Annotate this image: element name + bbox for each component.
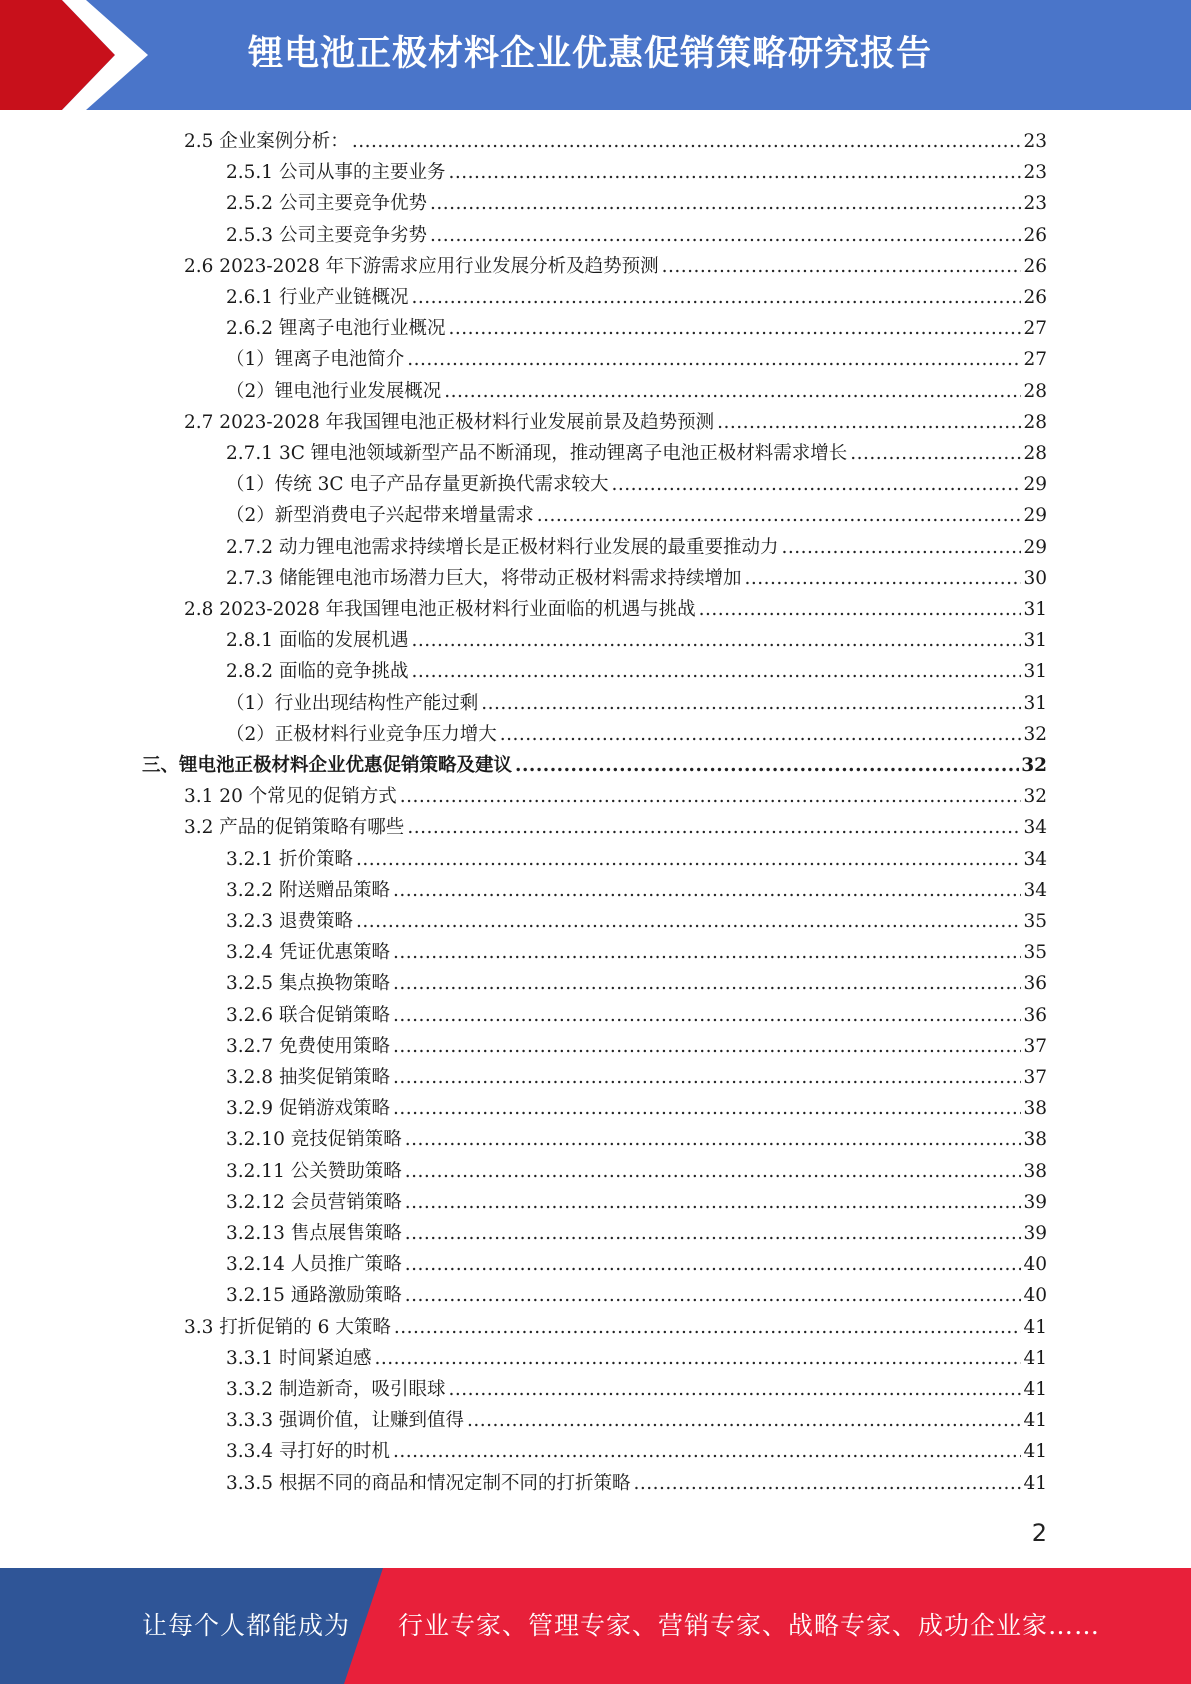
toc-entry-title: 3.3.5 根据不同的商品和情况定制不同的打折策略 [226,1472,631,1494]
toc-dot-leader [405,1127,1022,1153]
toc-entry[interactable] [184,595,1047,623]
toc-entry-title: 3.2.11 公关赞助策略 [226,1160,402,1182]
toc-entry[interactable] [226,657,1047,685]
toc-entry-page: 23 [1023,131,1047,152]
toc-entry-page: 39 [1023,1223,1047,1244]
toc-entry-title: 3.2.15 通路激励策略 [226,1285,402,1307]
toc-entry-title: （1）行业出现结构性产能过剩 [226,692,479,714]
toc-entry-page: 31 [1023,630,1047,652]
toc-entry-title: 2.5.2 公司主要竞争优势 [226,193,427,215]
toc-entry[interactable] [226,845,1047,873]
toc-entry-page: 37 [1023,1067,1047,1088]
toc-dot-leader [393,1439,1021,1465]
toc-entry[interactable] [226,377,1047,405]
toc-entry[interactable] [226,1063,1047,1091]
toc-dot-leader [411,285,1021,311]
header-arrow-decoration [0,0,160,110]
toc-entry[interactable] [142,751,1047,779]
toc-entry[interactable] [226,1032,1047,1060]
toc-entry-title: 2.7.1 3C 锂电池领域新型产品不断涌现，推动锂离子电池正极材料需求增长 [226,443,848,464]
toc-entry-page: 41 [1023,1316,1047,1338]
toc-entry-page: 38 [1023,1129,1047,1151]
toc-entry-title: 3.2 产品的促销策略有哪些 [184,817,405,839]
toc-dot-leader [699,597,1022,623]
toc-dot-leader [393,1096,1021,1122]
toc-dot-leader [356,909,1022,935]
toc-entry-title: 3.2.8 抽奖促销策略 [226,1067,390,1088]
toc-entry-page: 26 [1023,224,1047,246]
toc-entry[interactable] [184,408,1047,436]
toc-entry-page: 41 [1023,1410,1047,1432]
toc-entry-page: 29 [1023,505,1047,527]
toc-entry[interactable] [226,1281,1047,1309]
toc-dot-leader [633,1471,1021,1497]
toc-dot-leader [407,347,1021,373]
toc-dot-leader [393,1065,1021,1091]
toc-entry-title: 2.8.2 面临的竞争挑战 [226,661,409,683]
toc-entry-page: 32 [1023,723,1047,745]
toc-entry-page: 41 [1023,1441,1047,1463]
toc-entry[interactable] [226,1437,1047,1465]
toc-entry-page: 27 [1023,349,1047,371]
toc-entry[interactable] [226,564,1047,592]
toc-entry-title: 3.1 20 个常见的促销方式 [184,786,397,808]
toc-entry-title: （1）锂离子电池简介 [226,349,405,371]
toc-entry[interactable] [226,1250,1047,1278]
toc-entry[interactable] [184,127,1047,155]
toc-entry-title: 2.5 企业案例分析： [184,131,349,152]
toc-dot-leader [717,410,1021,436]
toc-entry[interactable] [226,439,1047,467]
toc-entry[interactable] [226,626,1047,654]
toc-entry-title: （1）传统 3C 电子产品存量更新换代需求较大 [226,474,609,496]
toc-entry[interactable] [226,938,1047,966]
toc-entry-page: 31 [1023,692,1047,714]
toc-entry-title: 3.2.14 人员推广策略 [226,1254,402,1276]
toc-dot-leader [405,1252,1022,1278]
toc-dot-leader [405,1283,1022,1309]
toc-dot-leader [444,379,1021,405]
toc-entry-title: 3.2.3 退费策略 [226,911,353,932]
toc-entry[interactable] [226,283,1047,311]
toc-dot-leader [430,223,1021,249]
toc-entry-page: 34 [1023,817,1047,839]
toc-dot-leader [393,878,1021,904]
toc-entry-title: 2.6 2023-2028 年下游需求应用行业发展分析及趋势预测 [184,255,659,277]
toc-entry-title: 2.7 2023-2028 年我国锂电池正极材料行业发展前景及趋势预测 [184,411,715,433]
toc-entry-page: 30 [1023,567,1047,589]
toc-dot-leader [400,784,1022,810]
toc-entry-title: 3.3.4 寻打好的时机 [226,1441,390,1463]
toc-entry-page: 31 [1023,599,1047,620]
toc-entry-title: 2.6.1 行业产业链概况 [226,287,409,308]
toc-entry-page: 34 [1023,848,1047,870]
toc-entry-page: 26 [1023,287,1047,308]
toc-entry-title: 3.2.7 免费使用策略 [226,1035,390,1057]
toc-entry[interactable] [226,1188,1047,1216]
toc-dot-leader [374,1346,1021,1372]
toc-entry[interactable] [226,158,1047,186]
toc-entry[interactable] [226,1375,1047,1403]
toc-entry-page: 41 [1023,1379,1047,1400]
toc-dot-leader [356,847,1022,873]
toc-entry[interactable] [184,252,1047,280]
toc-entry-title: 3.3 打折促销的 6 大策略 [184,1316,391,1338]
toc-entry-page: 29 [1023,474,1047,496]
toc-entry-title: 2.6.2 锂离子电池行业概况 [226,318,446,340]
toc-entry[interactable] [226,1469,1047,1497]
toc-entry-page: 38 [1023,1098,1047,1120]
toc-entry-page: 23 [1023,193,1047,215]
toc-entry-page: 23 [1023,162,1047,184]
toc-entry[interactable] [226,907,1047,935]
toc-entry[interactable] [184,1313,1047,1341]
toc-entry-title: 2.7.3 储能锂电池市场潜力巨大，将带动正极材料需求持续增加 [226,567,742,589]
toc-entry-page: 32 [1021,755,1047,776]
toc-entry[interactable] [226,876,1047,904]
toc-entry-title: 3.2.13 售点展售策略 [226,1223,402,1244]
toc-entry-title: （2）锂电池行业发展概况 [226,380,442,402]
toc-entry-page: 40 [1023,1285,1047,1307]
toc-entry[interactable] [226,1157,1047,1185]
toc-entry[interactable] [226,533,1047,561]
toc-entry[interactable] [226,314,1047,342]
toc-entry-page: 27 [1023,318,1047,340]
report-title: 锂电池正极材料企业优惠促销策略研究报告 [247,34,932,74]
toc-entry-title: 3.2.9 促销游戏策略 [226,1098,390,1120]
toc-entry-page: 35 [1023,911,1047,932]
toc-entry-page: 40 [1023,1254,1047,1276]
toc-entry-title: 三、锂电池正极材料企业优惠促销策略及建议 [142,755,513,776]
toc-entry[interactable] [226,720,1047,748]
toc-dot-leader [393,1003,1021,1029]
toc-entry[interactable] [226,501,1047,529]
toc-entry[interactable] [226,221,1047,249]
toc-entry-title: 2.8 2023-2028 年我国锂电池正极材料行业面临的机遇与挑战 [184,599,696,620]
toc-dot-leader [662,254,1022,280]
toc-dot-leader [405,1190,1022,1216]
toc-entry-title: 2.5.3 公司主要竞争劣势 [226,224,427,246]
toc-dot-leader [537,503,1022,529]
toc-entry-title: 3.2.4 凭证优惠策略 [226,942,390,964]
toc-dot-leader [405,1159,1022,1185]
page-number: 2 [1031,1519,1047,1547]
toc-entry-title: 3.2.10 竞技促销策略 [226,1129,402,1151]
toc-entry[interactable] [226,1001,1047,1029]
toc-entry[interactable] [226,1406,1047,1434]
toc-entry-page: 28 [1023,411,1047,433]
footer-slogan-right: 行业专家、管理专家、营销专家、战略专家、成功企业家…… [398,1611,1101,1640]
toc-dot-leader [611,472,1021,498]
toc-dot-leader [394,1315,1022,1341]
toc-entry[interactable] [226,189,1047,217]
toc-entry[interactable] [226,1344,1047,1372]
toc-entry-page: 28 [1023,443,1047,464]
toc-entry[interactable] [226,1125,1047,1153]
toc-entry[interactable] [226,689,1047,717]
toc-entry[interactable] [226,969,1047,997]
toc-dot-leader [393,971,1021,997]
toc-dot-leader [448,1377,1021,1403]
toc-dot-leader [393,1034,1021,1060]
toc-entry[interactable] [184,813,1047,841]
toc-dot-leader [411,659,1021,685]
toc-dot-leader [448,316,1021,342]
toc-dot-leader [352,129,1022,155]
toc-entry-page: 38 [1023,1160,1047,1182]
page-footer [0,1568,1191,1684]
toc-entry[interactable] [184,782,1047,810]
toc-entry-page: 35 [1023,942,1047,964]
toc-entry-title: 3.2.12 会员营销策略 [226,1191,402,1213]
toc-entry[interactable] [226,470,1047,498]
toc-dot-leader [407,815,1021,841]
toc-dot-leader [515,753,1019,779]
toc-dot-leader [405,1221,1022,1247]
toc-dot-leader [411,628,1021,654]
toc-dot-leader [481,691,1021,717]
toc-entry-page: 34 [1023,879,1047,901]
toc-entry-title: 2.8.1 面临的发展机遇 [226,630,409,652]
toc-entry-page: 36 [1023,1004,1047,1026]
toc-entry-title: 3.3.1 时间紧迫感 [226,1347,372,1369]
toc-dot-leader [781,535,1021,561]
toc-dot-leader [393,940,1021,966]
toc-entry-title: 3.2.5 集点换物策略 [226,973,390,995]
toc-entry-title: 3.2.1 折价策略 [226,848,353,870]
toc-entry-page: 41 [1023,1472,1047,1494]
toc-entry-title: 2.7.2 动力锂电池需求持续增长是正极材料行业发展的最重要推动力 [226,536,779,558]
toc-entry-title: 3.2.6 联合促销策略 [226,1004,390,1026]
toc-entry-title: 3.3.3 强调价值，让赚到值得 [226,1410,464,1432]
toc-entry-page: 32 [1023,786,1047,808]
toc-dot-leader [744,566,1021,592]
toc-dot-leader [467,1408,1021,1434]
toc-dot-leader [448,160,1021,186]
footer-slogan-left: 让每个人都能成为 [142,1611,351,1640]
toc-entry[interactable] [226,1219,1047,1247]
toc-entry-title: （2）正极材料行业竞争压力增大 [226,723,497,745]
toc-entry-page: 26 [1023,255,1047,277]
toc-entry-page: 28 [1023,380,1047,402]
toc-entry-page: 41 [1023,1347,1047,1369]
toc-entry-title: 2.5.1 公司从事的主要业务 [226,162,446,184]
toc-entry-page: 36 [1023,973,1047,995]
toc-dot-leader [850,441,1021,467]
toc-entry-page: 39 [1023,1191,1047,1213]
toc-dot-leader [500,722,1022,748]
toc-entry-page: 29 [1023,536,1047,558]
page-header [0,0,1191,110]
toc-entry-title: 3.3.2 制造新奇，吸引眼球 [226,1379,446,1400]
toc-entry[interactable] [226,345,1047,373]
toc-entry[interactable] [226,1094,1047,1122]
toc-entry-title: （2）新型消费电子兴起带来增量需求 [226,505,534,527]
toc-entry-title: 3.2.2 附送赠品策略 [226,879,390,901]
toc-entry-page: 37 [1023,1035,1047,1057]
toc-dot-leader [430,191,1021,217]
toc-entry-page: 31 [1023,661,1047,683]
